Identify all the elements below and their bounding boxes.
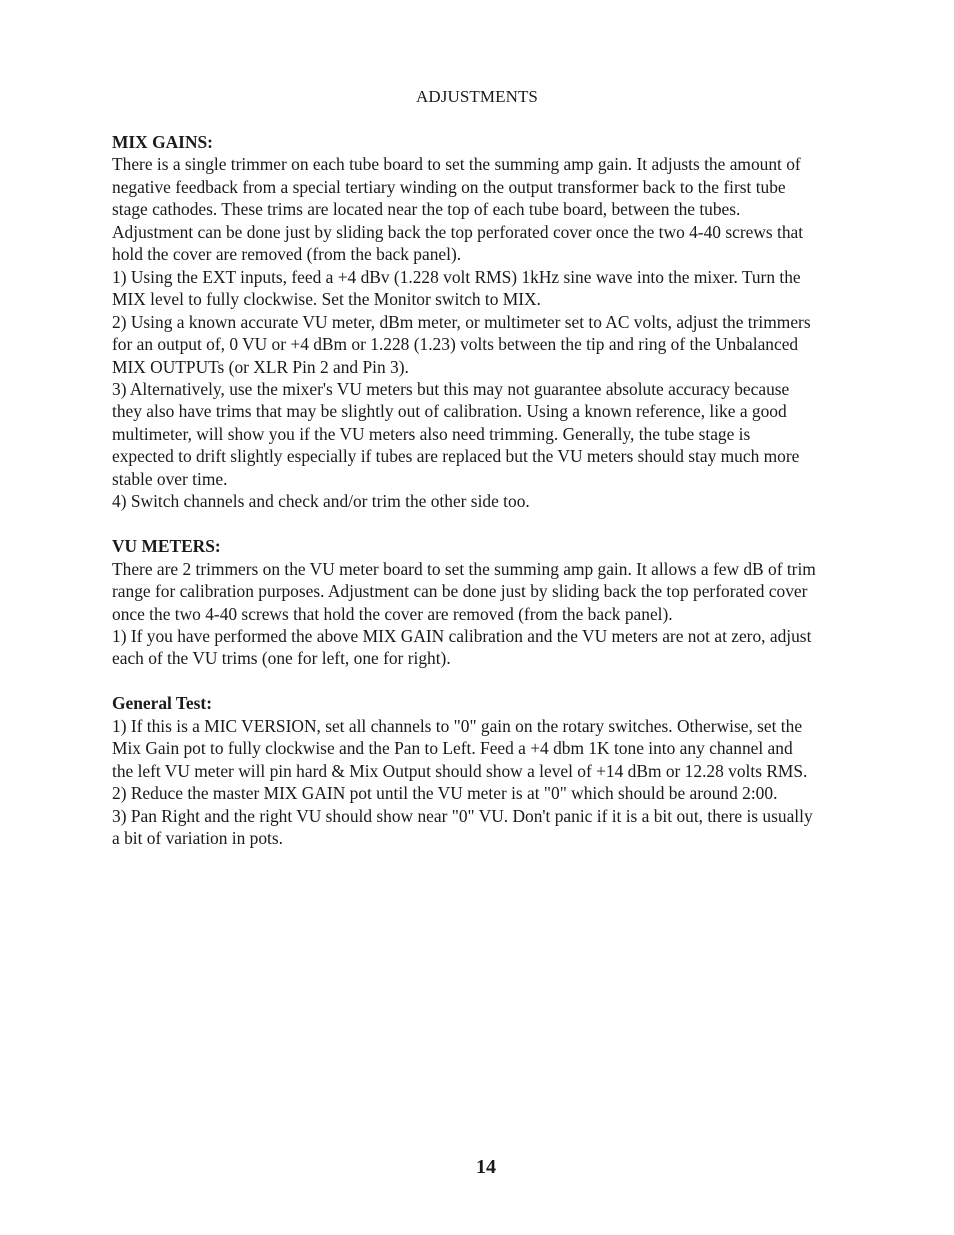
section-mix-gains <box>112 131 877 513</box>
section-heading: MIX GAINS: <box>112 132 213 152</box>
step-item: 2) Using a known accurate VU meter, dBm meter, or multimeter set to AC volts, adjust the trimmers for an output of, 0 VU or +4 dBm or 1.228 (1.23) volts between the tip and ring of the Unbalanced MIX OUTPUTs (or XLR Pin 2 and Pin 3). <box>112 311 811 377</box>
page-title: ADJUSTMENTS <box>415 87 538 106</box>
section-general-test <box>112 692 877 849</box>
step-item: 1) If this is a MIC VERSION, set all channels to "0" gain on the rotary switches. Otherwise, set the Mix Gain pot to fully clockwise and the Pan to Left. Feed a +4 dbm 1K tone into any channel and the left VU meter will pin hard & Mix Output should show a level of +14 dBm or 12.28 volts RMS. <box>112 715 808 781</box>
step-item: 2) Reduce the master MIX GAIN pot until the VU meter is at "0" which should be around 2:00. <box>112 783 778 804</box>
step-item: 4) Switch channels and check and/or trim the other side too. <box>112 491 530 512</box>
step-item: 1) Using the EXT inputs, feed a +4 dBv (1.228 volt RMS) 1kHz sine wave into the mixer. Turn the MIX level to fully clockwise. Set the Monitor switch to MIX. <box>112 266 801 310</box>
page-number: 14 <box>476 1156 496 1178</box>
section-vu-meters <box>112 535 877 670</box>
section-heading: General Test: <box>112 693 212 714</box>
step-item: 3) Alternatively, use the mixer's VU meters but this may not guarantee absolute accuracy because they also have trims that may be slightly out of calibration. Using a known reference, like a good multimeter, will show you if the VU meters also need trimming. Generally, the tube stage is expected to drift slightly especially if tubes are replaced but the VU meters should stay much more stable over time. <box>112 378 800 489</box>
document-body <box>112 131 877 872</box>
step-item: 3) Pan Right and the right VU should show near "0" VU. Don't panic if it is a bit out, there is usually a bit of variation in pots. <box>112 805 813 849</box>
section-heading: VU METERS: <box>112 536 221 557</box>
step-item: 1) If you have performed the above MIX GAIN calibration and the VU meters are not at zero, adjust each of the VU trims (one for left, one for right). <box>112 625 812 669</box>
paragraph: There are 2 trimmers on the VU meter board to set the summing amp gain. It allows a few dB of trim range for calibration purposes. Adjustment can be done just by sliding back the top perforated cover once the two 4-40 screws that hold the cover are removed (from the back panel). <box>112 558 816 624</box>
paragraph: There is a single trimmer on each tube board to set the summing amp gain. It adjusts the amount of negative feedback from a special tertiary winding on the output transformer back to the first tube stage cathodes. These trims are located near the top of each tube board, between the tubes. Adjustment can be done just by sliding back the top perforated cover once the two 4-40 screws that hold the cover are removed (from the back panel). <box>112 154 804 265</box>
